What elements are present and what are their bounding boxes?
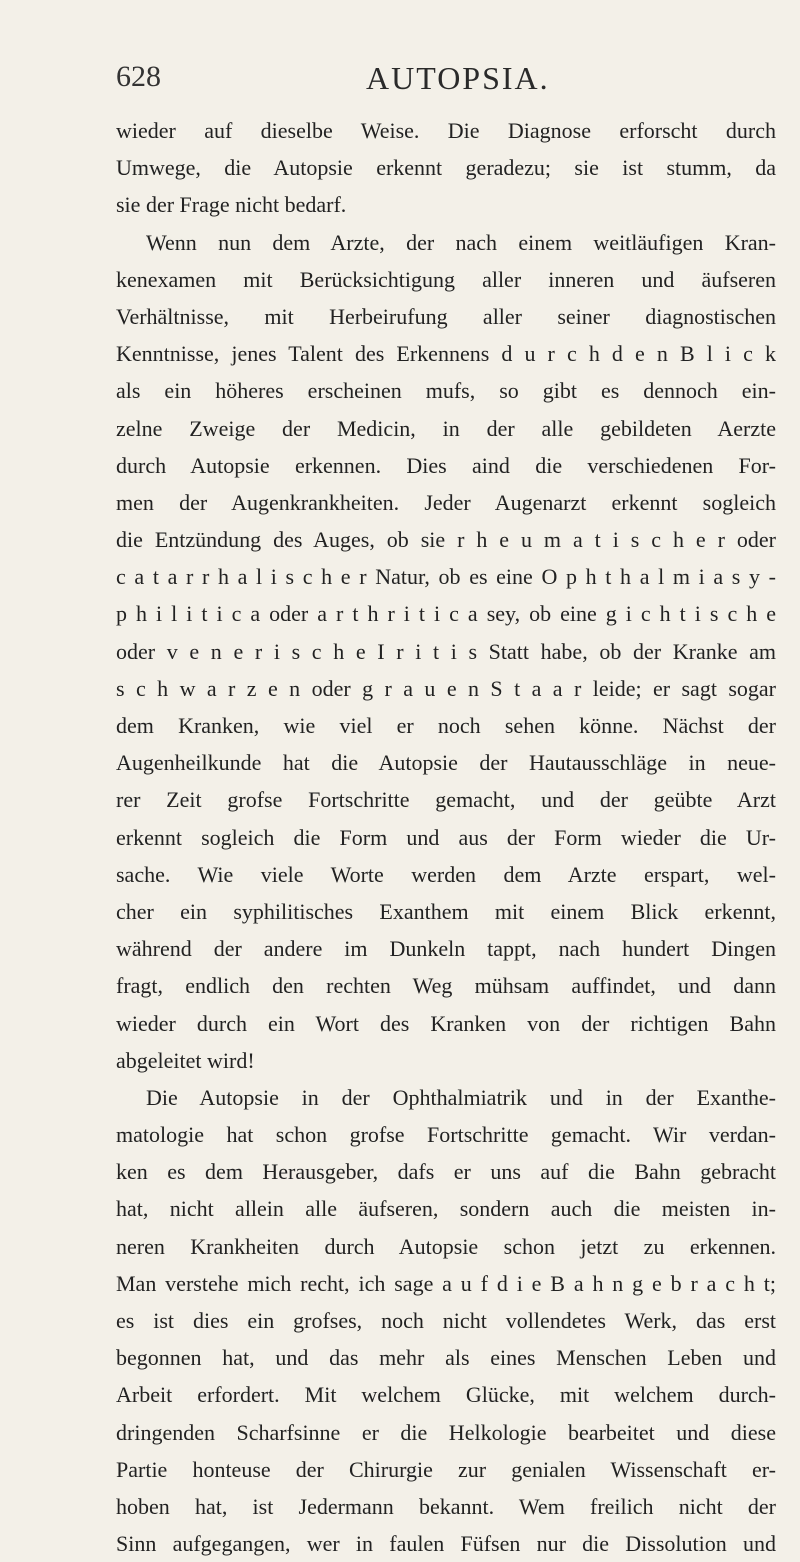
text-line: matologie hat schon grofse Fortschritte gemacht. Wir verdan- <box>116 1122 776 1148</box>
text-line: Man verstehe mich recht, ich sage a u f d i e B a h n g e b r a c h t; <box>116 1270 776 1296</box>
text-line: Partie honteuse der Chirurgie zur genialen Wissenschaft er- <box>116 1456 776 1482</box>
text-line: sache. Wie viele Worte werden dem Arzte erspart, wel- <box>116 861 776 887</box>
text-line: begonnen hat, und das mehr als eines Menschen Leben und <box>116 1345 776 1371</box>
text-line: men der Augenkrankheiten. Jeder Augenarzt erkennt sogleich <box>116 489 776 515</box>
text-line: c a t a r r h a l i s c h e r Natur, ob es eine O p h t h a l m i a s y - <box>116 564 776 590</box>
text-line: cher ein syphilitisches Exanthem mit einem Blick erkennt, <box>116 898 776 924</box>
text-line: wieder auf dieselbe Weise. Die Diagnose erforscht durch <box>116 118 776 143</box>
text-line: Kenntnisse, jenes Talent des Erkennens d u r c h d e n B l i c k <box>116 341 776 367</box>
text-line: es ist dies ein grofses, noch nicht vollendetes Werk, das erst <box>116 1308 776 1333</box>
text-line: hoben hat, ist Jedermann bekannt. Wem freilich nicht der <box>116 1493 776 1519</box>
text-line: zelne Zweige der Medicin, in der alle gebildeten Aerzte <box>116 415 776 441</box>
text-line: kenexamen mit Berücksichtigung aller inneren und äufseren <box>116 266 776 292</box>
text-line: Umwege, die Autopsie erkennt geradezu; sie ist stumm, da <box>116 155 776 181</box>
text-line: abgeleitet wird! <box>116 1047 255 1073</box>
text-line: als ein höheres erscheinen mufs, so gibt es dennoch ein- <box>116 378 776 404</box>
text-line: die Entzündung des Auges, ob sie r h e u m a t i s c h e r oder <box>116 527 776 553</box>
text-line: Die Autopsie in der Ophthalmiatrik und in der Exanthe- <box>146 1084 776 1110</box>
text-line: Arbeit erfordert. Mit welchem Glücke, mit welchem durch- <box>116 1382 776 1408</box>
text-line: ken es dem Herausgeber, dafs er uns auf die Bahn gebracht <box>116 1159 776 1185</box>
text-line: während der andere im Dunkeln tappt, nach hundert Dingen <box>116 936 776 962</box>
text-line: dem Kranken, wie viel er noch sehen könne. Nächst der <box>116 713 776 738</box>
text-line: wieder durch ein Wort des Kranken von der richtigen Bahn <box>116 1010 776 1036</box>
running-title: AUTOPSIA. <box>366 60 550 96</box>
text-line: Sinn aufgegangen, wer in faulen Füfsen nur die Dissolution und <box>116 1531 776 1557</box>
text-line: fragt, endlich den rechten Weg mühsam auffindet, und dann <box>116 973 776 999</box>
text-line: sie der Frage nicht bedarf. <box>116 192 347 218</box>
text-line: durch Autopsie erkennen. Dies aind die verschiedenen For- <box>116 452 776 478</box>
text-line: Augenheilkunde hat die Autopsie der Hautausschläge in neue- <box>116 750 776 776</box>
text-line: p h i l i t i c a oder a r t h r i t i c a sey, ob eine g i c h t i s c h e <box>116 601 776 627</box>
body-text <box>116 112 776 1562</box>
text-line: erkennt sogleich die Form und aus der Form wieder die Ur- <box>116 824 776 850</box>
text-line: rer Zeit grofse Fortschritte gemacht, und der geübte Arzt <box>116 787 776 813</box>
text-line: oder v e n e r i s c h e I r i t i s Statt habe, ob der Kranke am <box>116 638 776 664</box>
page-header <box>116 60 776 100</box>
text-line: Wenn nun dem Arzte, der nach einem weitläufigen Kran- <box>146 229 776 255</box>
text-line: dringenden Scharfsinne er die Helkologie bearbeitet und diese <box>116 1419 776 1445</box>
text-line: s c h w a r z e n oder g r a u e n S t a a r leide; er sagt sogar <box>116 675 776 701</box>
page-number: 628 <box>116 60 161 93</box>
text-line: neren Krankheiten durch Autopsie schon jetzt zu erkennen. <box>116 1233 776 1259</box>
text-line: Verhältnisse, mit Herbeirufung aller seiner diagnostischen <box>116 303 776 329</box>
text-line: hat, nicht allein alle äufseren, sondern auch die meisten in- <box>116 1196 776 1222</box>
